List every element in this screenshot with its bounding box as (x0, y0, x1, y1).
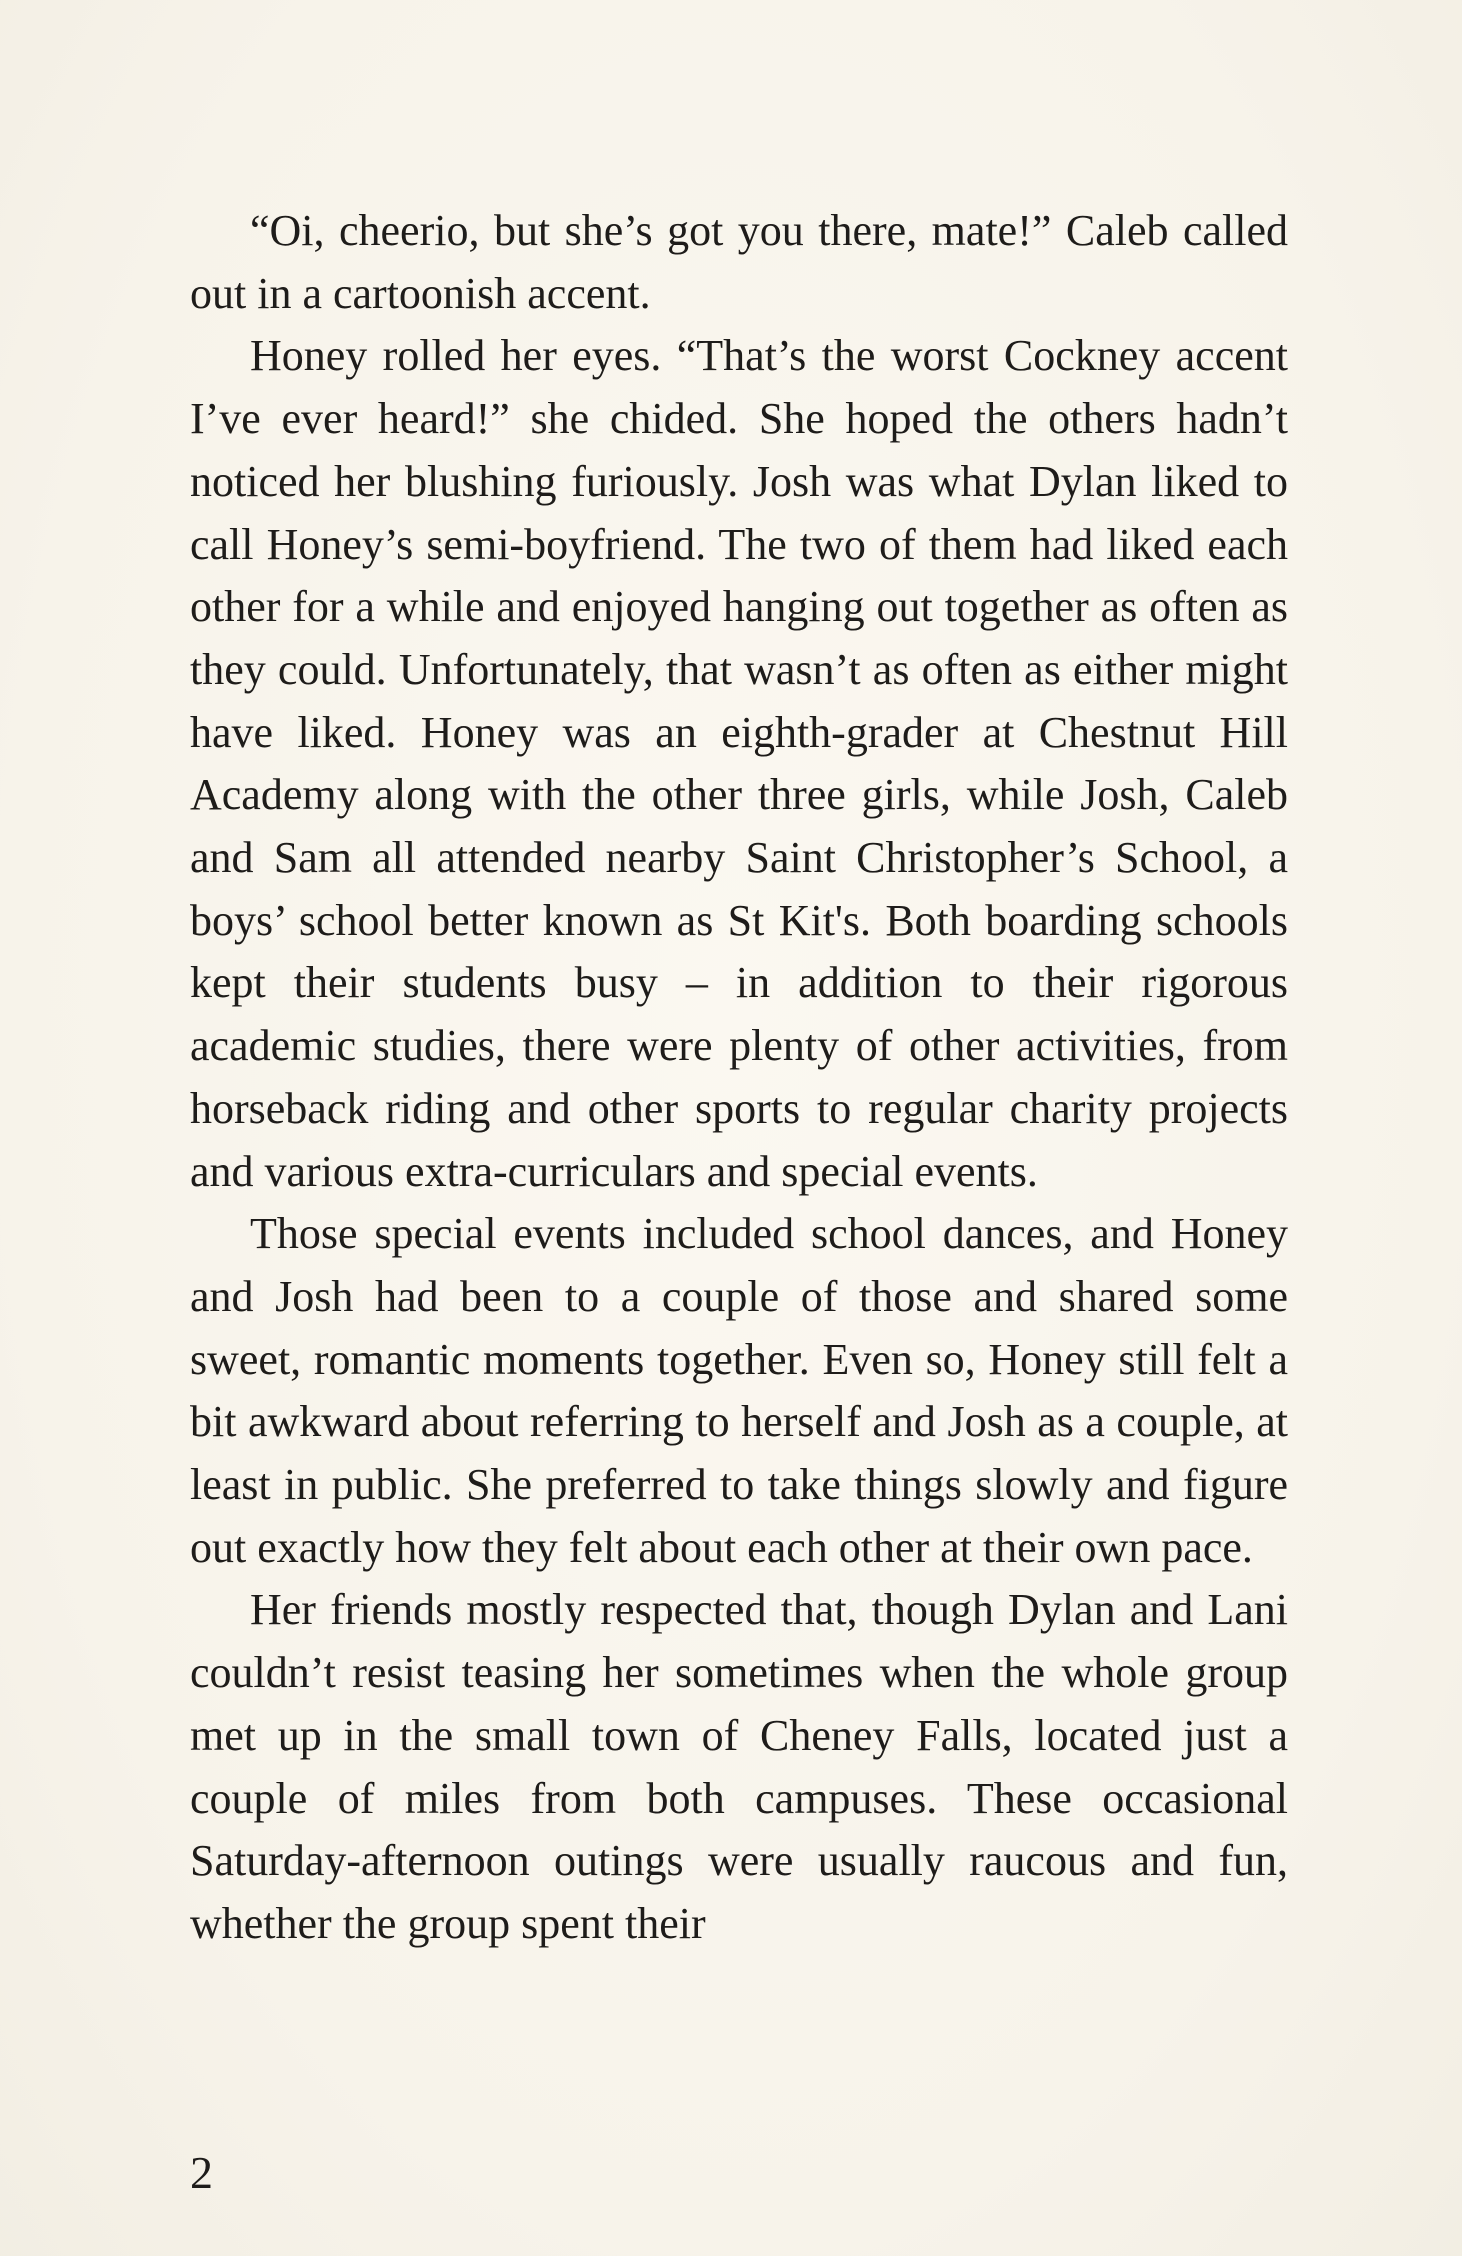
paragraph-4: Her friends mostly respected that, though Dylan and Lani couldn’t resist teasing her sometimes when the whole group met up in the small town of Cheney Falls, located just a couple of miles from both campuses. These occasional Saturday-afternoon outings were usually raucous and fun, whether the group spent their (190, 1585, 1288, 1948)
body-text (190, 200, 1288, 1956)
paragraph-2: Honey rolled her eyes. “That’s the worst Cockney accent I’ve ever heard!” she chided. She hoped the others hadn’t noticed her blushing furiously. Josh was what Dylan liked to call Honey’s semi-boyfriend. The two of them had liked each other for a while and enjoyed hanging out together as often as they could. Unfortunately, that wasn’t as often as either might have liked. Honey was an eighth-grader at Chestnut Hill Academy along with the other three girls, while Josh, Caleb and Sam all attended nearby Saint Christopher’s School, a boys’ school better known as St Kit's. Both boarding schools kept their students busy – in addition to their rigorous academic studies, there were plenty of other activities, from horseback riding and other sports to regular charity projects and various extra-curriculars and special events. (190, 331, 1288, 1196)
paragraph-3: Those special events included school dances, and Honey and Josh had been to a couple of those and shared some sweet, romantic moments together. Even so, Honey still felt a bit awkward about referring to herself and Josh as a couple, at least in public. She preferred to take things slowly and figure out exactly how they felt about each other at their own pace. (190, 1209, 1288, 1572)
page-number: 2 (190, 2147, 213, 2198)
paragraph-1: “Oi, cheerio, but she’s got you there, mate!” Caleb called out in a cartoonish accent. (190, 206, 1288, 318)
